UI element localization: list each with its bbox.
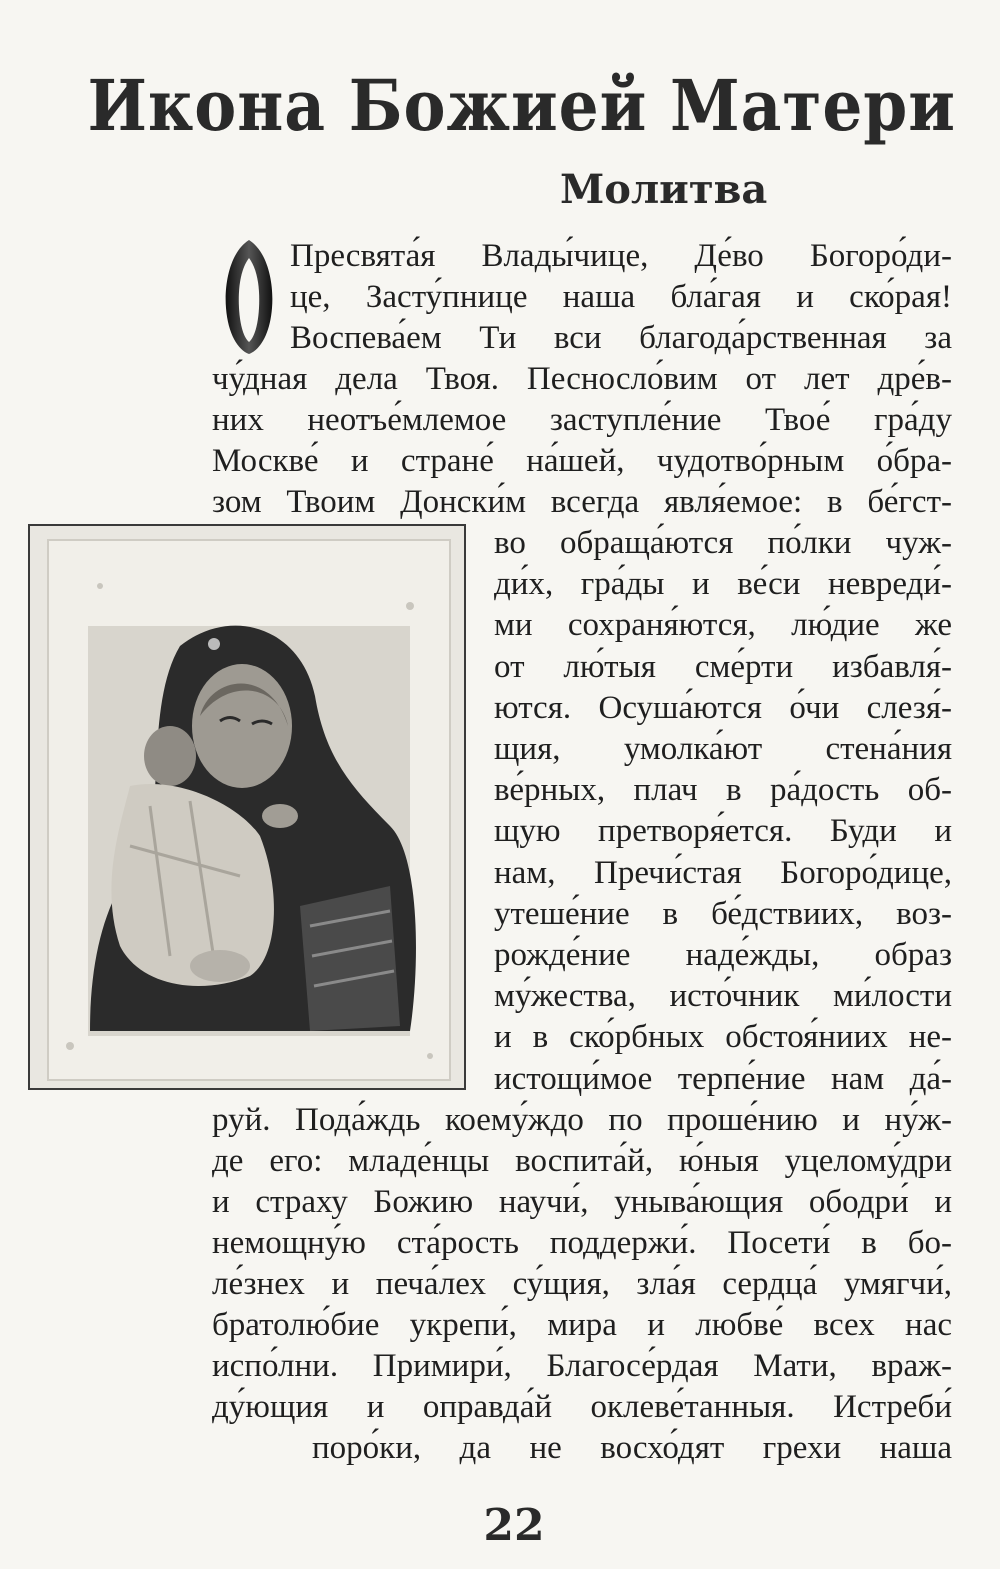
- text-line: Воспева́ем Ти вси благода́рственная за: [290, 320, 952, 356]
- text-line: нам, Пречи́стая Богоро́дице,: [494, 854, 952, 891]
- text-line: рожде́ние наде́жды, образ: [494, 937, 952, 973]
- text-line: немощну́ю ста́рость поддержи́. Посети́ в бо-: [212, 1225, 952, 1261]
- text-line: и страху Божию научи́, уныва́ющия ободри́ и: [212, 1184, 952, 1220]
- icon-image: [28, 524, 466, 1090]
- text-line: ми сохраня́ются, лю́дие же: [494, 607, 952, 644]
- section-subtitle: Молитва: [560, 166, 768, 213]
- text-line: це, Засту́пнице наша бла́гая и ско́рая!: [290, 279, 952, 315]
- text-line: ду́ющия и оправда́й оклеве́танныя. Истреби́: [212, 1389, 952, 1425]
- text-line: ди́х, гра́ды и ве́си невреди́-: [494, 566, 952, 603]
- text-line: от лю́тыя сме́рти избавля́-: [494, 648, 952, 685]
- text-line-last: поро́ки, да не восхо́дят грехи наша: [312, 1430, 952, 1466]
- text-line: Москве́ и стране́ на́шей, чудотво́рным о́бра-: [212, 443, 952, 479]
- icon-painting: [30, 526, 466, 1090]
- text-line: них неотъе́млемое заступле́ние Твое́ гра́ду: [212, 402, 952, 438]
- text-line: испо́лни. Примири́, Благосе́рдая Мати, враж-: [212, 1348, 952, 1384]
- text-line: ве́рных, плач в ра́дость об-: [494, 772, 952, 809]
- text-line: ле́знех и печа́лех су́щия, зла́я сердца́ умягчи́,: [212, 1266, 952, 1302]
- text-line: щия, умолка́ют стена́ния: [494, 731, 952, 767]
- text-line: утеше́ние в бе́дствиих, воз-: [494, 895, 952, 932]
- text-line: и в ско́рбных обстоя́ниих не-: [494, 1019, 952, 1056]
- dropcap-letter: [222, 238, 276, 356]
- text-line: щую претворя́ется. Буди и: [494, 813, 952, 850]
- text-line: ются. Осуша́ются о́чи слезя́-: [494, 689, 952, 726]
- page-title: Икона Божией Матери: [87, 64, 956, 147]
- text-line: истощи́мое терпе́ние нам да́-: [494, 1060, 952, 1097]
- text-line: Пресвята́я Влады́чице, Де́во Богоро́ди-: [290, 238, 952, 274]
- text-line: руй. Пода́ждь коему́ждо по проше́нию и ну́ж-: [212, 1102, 952, 1138]
- text-line: чу́дная дела Твоя. Песносло́вим от лет дре́в-: [212, 361, 952, 397]
- page-number: 22: [483, 1500, 545, 1551]
- text-line: во обраща́ются по́лки чуж-: [494, 525, 952, 561]
- text-line: му́жества, исто́чник ми́лости: [494, 978, 952, 1015]
- text-line: зом Твоим Донски́м всегда явля́емое: в бе́гст-: [212, 484, 952, 520]
- text-line: де его: младе́нцы воспита́й, ю́ныя уцелому́дри: [212, 1143, 952, 1179]
- text-line: братолю́бие укрепи́, мира и любве́ всех нас: [212, 1307, 952, 1343]
